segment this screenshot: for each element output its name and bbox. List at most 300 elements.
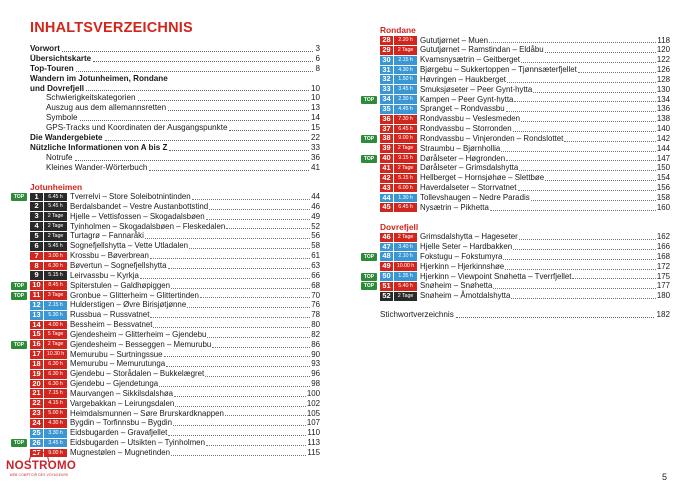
- toc-entry-page: 15: [310, 123, 320, 133]
- tour-entry[interactable]: [380, 262, 670, 272]
- tour-page-number: 144: [656, 143, 670, 153]
- tour-number-badge: 40: [380, 154, 393, 163]
- tour-entry[interactable]: [363, 94, 670, 105]
- tour-duration-badge: 9.00 h: [394, 134, 417, 143]
- tour-name: Hjerkinn – Hjerkinnshøe: [420, 261, 505, 271]
- tour-duration-badge: 4.30 h: [44, 419, 67, 428]
- tour-entry[interactable]: [30, 350, 320, 360]
- tour-number-badge: 30: [380, 56, 393, 65]
- tour-number-badge: 15: [30, 330, 43, 339]
- tour-entry[interactable]: [30, 261, 320, 271]
- tour-number-badge: 26: [30, 439, 43, 448]
- tour-page-number: 46: [311, 201, 320, 211]
- dot-leader: [501, 147, 656, 152]
- dot-leader: [521, 117, 656, 122]
- tour-entry[interactable]: [30, 231, 320, 241]
- dot-leader: [173, 421, 306, 426]
- page-title: INHALTSVERZEICHNIS: [30, 20, 193, 36]
- tour-duration-badge: 3.45 h: [44, 439, 67, 448]
- toc-entry-label: Symbole: [46, 113, 78, 123]
- top-tour-badge: TOP: [361, 135, 377, 143]
- tour-name: Bygdin – Torfinnsbu – Bygdin: [70, 418, 173, 428]
- dot-leader: [545, 176, 656, 181]
- tour-page-number: 100: [306, 388, 320, 398]
- toc-entry[interactable]: [30, 113, 320, 123]
- toc-entry-page: 8: [315, 63, 320, 73]
- tour-number-badge: 52: [380, 292, 393, 301]
- dot-leader: [205, 372, 310, 377]
- toc-entry-page: 36: [310, 152, 320, 162]
- toc-entry[interactable]: [30, 143, 320, 153]
- tour-page-number: 110: [307, 428, 320, 438]
- tour-number-badge: 35: [380, 105, 393, 114]
- tour-name: Gjendesheim – Besseggen – Memurubu: [70, 339, 212, 349]
- tour-entry[interactable]: [30, 320, 320, 330]
- top-tour-badge: TOP: [361, 282, 377, 290]
- tour-page-number: 82: [311, 329, 320, 339]
- tour-duration-badge: 8.45 h: [44, 281, 67, 290]
- dot-leader: [545, 48, 656, 53]
- tour-entry[interactable]: [380, 163, 670, 173]
- tour-name: Mugnestølen – Mugnetinden: [70, 448, 171, 458]
- tour-duration-badge: 2 Tage: [44, 212, 67, 221]
- dot-leader: [206, 441, 306, 446]
- dot-leader: [62, 46, 314, 52]
- tour-entry[interactable]: [363, 133, 670, 144]
- tour-number-badge: 22: [30, 399, 43, 408]
- toc-entry-label: und Dovrefjell: [30, 83, 84, 93]
- dot-leader: [159, 382, 310, 387]
- dot-leader: [229, 125, 309, 131]
- tour-duration-badge: 2 Tage: [44, 222, 67, 231]
- tour-page-number: 66: [311, 270, 320, 280]
- toc-entry-label: Top-Touren: [30, 63, 74, 73]
- tour-entry[interactable]: [380, 36, 670, 46]
- tour-page-number: 126: [656, 65, 670, 75]
- tour-duration-badge: 4.45 h: [394, 105, 417, 114]
- tour-number-badge: 16: [30, 340, 43, 349]
- dot-leader: [490, 206, 656, 211]
- index-entry[interactable]: [380, 310, 670, 320]
- tour-page-number: 86: [311, 339, 320, 349]
- tour-name: Memurubu – Surtningssue: [70, 349, 163, 359]
- top-tour-badge: TOP: [11, 439, 27, 447]
- toc-entry[interactable]: [30, 163, 320, 173]
- tour-name: Fokstugu – Fokstumyra: [420, 251, 503, 261]
- dot-leader: [209, 205, 310, 210]
- tour-name: Rondvassbu – Storronden: [420, 124, 512, 134]
- tour-entry[interactable]: [30, 300, 320, 310]
- tour-entry[interactable]: [380, 45, 670, 55]
- dot-leader: [456, 312, 655, 318]
- tour-duration-badge: 5.45 h: [44, 242, 67, 251]
- tour-page-number: 180: [656, 291, 670, 301]
- tour-name: Hjelle – Vettisfossen – Skogadalsbøen: [70, 211, 205, 221]
- dot-leader: [200, 293, 310, 298]
- toc-entry[interactable]: [30, 153, 320, 163]
- toc-entry-label: Auszug aus dem allemannsretten: [46, 103, 167, 113]
- tour-number-badge: 4: [30, 222, 43, 231]
- tour-entry[interactable]: [30, 330, 320, 340]
- tour-name: Nysætrin – Pikhetta: [420, 202, 489, 212]
- tour-page-number: 158: [656, 193, 670, 202]
- dot-leader: [76, 66, 314, 72]
- tour-entry[interactable]: [380, 85, 670, 95]
- dot-leader: [519, 166, 656, 171]
- dot-leader: [493, 284, 655, 289]
- tour-duration-badge: 6.30 h: [44, 380, 67, 389]
- dot-leader: [511, 294, 655, 299]
- tour-number-badge: 17: [30, 350, 43, 359]
- toc-entry[interactable]: [30, 84, 320, 94]
- dot-leader: [93, 56, 313, 62]
- dot-leader: [187, 303, 310, 308]
- tour-entry[interactable]: [380, 144, 670, 154]
- tour-entry[interactable]: [380, 193, 670, 203]
- tour-entry[interactable]: [30, 409, 320, 419]
- tour-entry[interactable]: [380, 203, 670, 213]
- spacer: [380, 213, 670, 222]
- region-heading: Jotunheimen: [30, 181, 83, 192]
- tour-number-badge: 19: [30, 370, 43, 379]
- tour-name: Straumbu – Bjørnhollia: [420, 143, 501, 153]
- tour-page-number: 107: [306, 418, 320, 428]
- toc-entry-label: GPS-Tracks und Koordinaten der Ausgangspunkte: [46, 123, 228, 133]
- tour-number-badge: 21: [30, 389, 43, 398]
- toc-entry[interactable]: [30, 64, 320, 74]
- dot-leader: [212, 343, 310, 348]
- tour-number-badge: 41: [380, 164, 393, 173]
- dot-leader: [149, 165, 309, 171]
- tour-name: Russbua – Russvatnet: [70, 310, 150, 320]
- dot-leader: [171, 284, 310, 289]
- tour-entry[interactable]: [30, 202, 320, 212]
- tour-number-badge: 49: [380, 262, 393, 271]
- tour-number-badge: 51: [380, 282, 393, 291]
- tour-name: Eidsbugarden – Gravafjellet: [70, 428, 168, 438]
- toc-entry[interactable]: [30, 54, 320, 64]
- index-entry-page: 182: [656, 310, 670, 320]
- dot-leader: [519, 235, 656, 240]
- toc-entry-page: 14: [310, 113, 320, 123]
- tour-page-number: 70: [311, 290, 320, 300]
- tour-duration-badge: 1.50 h: [394, 75, 417, 84]
- tour-name: Tverrelvi – Store Soleibotnintinden: [70, 192, 191, 202]
- tour-page-number: 52: [311, 221, 320, 231]
- tour-number-badge: 36: [380, 115, 393, 124]
- region-heading: Dovrefjell: [380, 221, 419, 232]
- tour-number-badge: 39: [380, 144, 393, 153]
- tour-name: Gututjørnet – Ramstindan – Eldåbu: [420, 45, 544, 55]
- tour-page-number: 140: [656, 124, 670, 134]
- tour-name: Bøvertun – Sognefjellshytta: [70, 260, 167, 270]
- toc-entry[interactable]: [30, 103, 320, 113]
- tour-duration-badge: 5.45 h: [44, 202, 67, 211]
- tour-page-number: 118: [657, 35, 670, 45]
- tour-number-badge: 11: [30, 291, 43, 300]
- tour-entry[interactable]: [380, 183, 670, 193]
- tour-page-number: 90: [311, 349, 320, 359]
- logo-wordmark: NOSTROMO: [6, 460, 77, 472]
- toc-entry-label: Nützliche Informationen von A bis Z: [30, 142, 168, 152]
- tour-page-number: 142: [656, 133, 670, 143]
- toc-entry-page: 13: [310, 103, 320, 113]
- dot-leader: [521, 58, 656, 63]
- spacer: [380, 301, 670, 310]
- tour-entry[interactable]: [13, 339, 320, 350]
- tour-entry[interactable]: [380, 65, 670, 75]
- right-column: [363, 25, 670, 320]
- tour-duration-badge: 4.30 h: [394, 66, 417, 75]
- tour-entry[interactable]: [30, 428, 320, 438]
- tour-entry[interactable]: [30, 251, 320, 261]
- toc-entry-label: Vorwort: [30, 44, 60, 53]
- dot-leader: [578, 68, 656, 73]
- dot-leader: [80, 115, 309, 121]
- top-tour-badge: TOP: [11, 341, 27, 349]
- tour-page-number: 98: [311, 379, 320, 389]
- tour-page-number: 113: [307, 438, 320, 448]
- tour-duration-badge: 6.00 h: [394, 184, 417, 193]
- dot-leader: [150, 254, 310, 259]
- tour-duration-badge: 7.30 h: [394, 115, 417, 124]
- tour-page-number: 68: [311, 280, 320, 290]
- tour-duration-badge: 2.20 h: [394, 36, 417, 45]
- tour-entry[interactable]: [30, 212, 320, 222]
- tour-number-badge: 9: [30, 271, 43, 280]
- tour-entry[interactable]: [380, 232, 670, 242]
- tour-page-number: 160: [656, 202, 670, 212]
- tour-name: Sognefjellshytta – Vette Utladalen: [70, 241, 189, 251]
- tour-duration-badge: 6.45 h: [394, 125, 417, 134]
- dot-leader: [140, 274, 310, 279]
- tour-entry[interactable]: [363, 271, 670, 282]
- tour-duration-badge: 2 Tage: [44, 340, 67, 349]
- dot-leader: [506, 156, 656, 161]
- tour-duration-badge: 3.00 h: [44, 252, 67, 261]
- tour-entry[interactable]: [13, 437, 320, 448]
- tour-entry[interactable]: [380, 173, 670, 183]
- tour-number-badge: 48: [380, 252, 393, 261]
- tour-number-badge: 6: [30, 242, 43, 251]
- dot-leader: [572, 274, 655, 279]
- tour-name: Turtagrø – Fannaråki: [70, 231, 144, 241]
- dot-leader: [168, 264, 311, 269]
- tour-duration-badge: 2.15 h: [44, 301, 67, 310]
- tour-name: Spranget – Rondvassbu: [420, 104, 505, 114]
- tour-duration-badge: 3 Tage: [44, 291, 67, 300]
- region-dovrefjell: [363, 221, 670, 301]
- tour-name: Gronbue – Glitterheim – Glittertinden: [70, 290, 199, 300]
- tour-name: Dørålseter – Grimsdalshytta: [420, 163, 519, 173]
- tour-entry[interactable]: [30, 399, 320, 409]
- logo-tagline: WEB COMPTOIR DES VOYAGEURS: [9, 473, 69, 477]
- tour-number-badge: 3: [30, 212, 43, 221]
- tour-entry[interactable]: [380, 75, 670, 85]
- tour-page-number: 175: [656, 271, 670, 281]
- tour-entry[interactable]: [30, 418, 320, 428]
- tour-name: Berdalsbandet – Vestre Austanbottstind: [70, 201, 209, 211]
- toc-entry-page: 41: [310, 162, 320, 172]
- tour-duration-badge: 2 Tage: [44, 232, 67, 241]
- tour-page-number: 78: [311, 310, 320, 320]
- tour-page-number: 147: [656, 153, 670, 163]
- tour-number-badge: 44: [380, 194, 393, 203]
- tour-number-badge: 37: [380, 125, 393, 134]
- tour-duration-badge: 1.35 h: [394, 272, 417, 281]
- toc-list: [30, 44, 320, 173]
- dot-leader: [226, 224, 310, 229]
- tour-page-number: 44: [311, 192, 320, 202]
- tour-page-number: 177: [656, 281, 670, 291]
- tour-name: Haverdalseter – Storrvatnet: [420, 183, 517, 193]
- tour-name: Gututjørnet – Muen: [420, 35, 488, 45]
- tour-entry[interactable]: [380, 104, 670, 114]
- tour-page-number: 120: [656, 45, 670, 55]
- tour-number-badge: 7: [30, 252, 43, 261]
- dot-leader: [171, 451, 306, 456]
- tour-entry[interactable]: [30, 369, 320, 379]
- tour-name: Tollevshaugen – Nedre Paradis: [420, 193, 530, 202]
- tour-number-badge: 10: [30, 281, 43, 290]
- tour-number-badge: 18: [30, 360, 43, 369]
- tour-entry[interactable]: [363, 153, 670, 164]
- tour-entry[interactable]: [30, 271, 320, 281]
- dot-leader: [207, 333, 310, 338]
- tour-page-number: 150: [656, 163, 670, 173]
- region-jotunheimen: [13, 181, 320, 458]
- tour-duration-badge: 5.15 h: [44, 271, 67, 280]
- top-tour-badge: TOP: [11, 292, 27, 300]
- tour-page-number: 61: [311, 251, 320, 261]
- tour-entry[interactable]: [380, 114, 670, 124]
- toc-entry-page: 10: [310, 93, 320, 103]
- dot-leader: [168, 105, 309, 111]
- tour-page-number: 134: [656, 94, 670, 104]
- tour-entry[interactable]: [30, 389, 320, 399]
- tour-entry[interactable]: [30, 222, 320, 232]
- tour-name: Spiterstulen – Galdhøpiggen: [70, 280, 171, 290]
- tour-duration-badge: 2 Tage: [394, 46, 417, 55]
- toc-entry[interactable]: [30, 123, 320, 133]
- tour-number-badge: 28: [380, 36, 393, 45]
- tour-entry[interactable]: [30, 379, 320, 389]
- dot-leader: [174, 392, 306, 397]
- toc-entry-label: Die Wandergebiete: [30, 133, 103, 143]
- tour-duration-badge: 9.15 h: [394, 154, 417, 163]
- toc-entry-page: 10: [310, 83, 320, 93]
- tour-duration-badge: 5.15 h: [394, 174, 417, 183]
- top-tour-badge: TOP: [361, 253, 377, 261]
- tour-page-number: 130: [656, 84, 670, 94]
- tour-name: Bessheim – Bessvatnet: [70, 320, 153, 330]
- tour-duration-badge: 1.30 h: [394, 194, 417, 203]
- tour-page-number: 138: [656, 114, 670, 124]
- tour-page-number: 166: [656, 242, 670, 252]
- toc-entry-label: Schwierigkeitskategorien: [46, 93, 136, 103]
- tour-entry[interactable]: [30, 359, 320, 369]
- tour-name: Leirvassbu – Kyrkja: [70, 270, 139, 280]
- tour-name: Bjørgebu – Sukkertoppen – Tjønnsæterfjellet: [420, 65, 577, 75]
- dot-leader: [189, 244, 310, 249]
- toc-entry[interactable]: [30, 93, 320, 103]
- tour-name: Heimdalsmunnen – Søre Brurskardknappen: [70, 408, 224, 418]
- tour-number-badge: 2: [30, 202, 43, 211]
- tour-duration-badge: 5.40 h: [394, 282, 417, 291]
- tour-duration-badge: 10.00 h: [394, 262, 417, 271]
- tour-duration-badge: 2 Tage: [394, 292, 417, 301]
- dot-leader: [225, 411, 306, 416]
- tour-number-badge: 12: [30, 301, 43, 310]
- tour-entry[interactable]: [30, 448, 320, 458]
- tour-entry[interactable]: [363, 251, 670, 262]
- tour-duration-badge: 2 Tage: [394, 233, 417, 242]
- tour-entry[interactable]: [380, 291, 670, 301]
- toc-entry-page: 22: [310, 133, 320, 143]
- tour-duration-badge: 2 Tage: [394, 164, 417, 173]
- tour-number-badge: 47: [380, 243, 393, 252]
- tour-entry[interactable]: [380, 242, 670, 252]
- dot-leader: [489, 38, 656, 43]
- dot-leader: [75, 155, 309, 161]
- tour-duration-badge: 4.15 h: [44, 399, 67, 408]
- tour-page-number: 168: [656, 251, 670, 261]
- tour-name: Rondvassbu – Veslesmeden: [420, 114, 521, 124]
- tour-duration-badge: 9.00 h: [44, 449, 67, 458]
- top-tour-badge: TOP: [361, 273, 377, 281]
- dot-leader: [169, 145, 309, 151]
- tour-number-badge: 33: [380, 85, 393, 94]
- tour-name: Vargebakkan – Leirungsdalen: [70, 398, 175, 408]
- tour-duration-badge: 6.30 h: [44, 360, 67, 369]
- tour-page-number: 102: [306, 398, 320, 408]
- tour-name: Kvamsnysætrin – Geitberget: [420, 55, 520, 65]
- toc-entry-label: Übersichtskarte: [30, 53, 92, 63]
- tour-duration-badge: 3.40 h: [394, 243, 417, 252]
- tour-entry[interactable]: [363, 280, 670, 291]
- tour-number-badge: 5: [30, 232, 43, 241]
- tour-duration-badge: 7.15 h: [44, 389, 67, 398]
- dot-leader: [507, 78, 656, 83]
- toc-entry[interactable]: [30, 133, 320, 143]
- dot-leader: [145, 234, 310, 239]
- tour-entry[interactable]: [13, 290, 320, 301]
- tour-number-badge: 43: [380, 184, 393, 193]
- tour-page-number: 162: [656, 232, 670, 242]
- tour-entry[interactable]: [13, 191, 320, 202]
- tour-entry[interactable]: [380, 55, 670, 65]
- toc-entry-label: Notrufe: [46, 152, 73, 162]
- top-tour-badge: TOP: [361, 96, 377, 104]
- dot-leader: [86, 85, 309, 91]
- tour-duration-badge: 5.30 h: [44, 311, 67, 320]
- tour-entry[interactable]: [380, 124, 670, 134]
- tour-entry[interactable]: [30, 241, 320, 251]
- tour-duration-badge: 3.45 h: [394, 85, 417, 94]
- tour-number-badge: 27: [30, 449, 43, 458]
- tour-entry[interactable]: [30, 310, 320, 320]
- toc-entry-page: 3: [315, 44, 320, 53]
- toc-entry[interactable]: [30, 74, 320, 84]
- tour-number-badge: 38: [380, 134, 393, 143]
- page-number: 5: [662, 472, 668, 482]
- tour-name: Maurvangen – Sikkilsdalshøa: [70, 388, 174, 398]
- tour-number-badge: 13: [30, 311, 43, 320]
- tour-entry[interactable]: [13, 280, 320, 291]
- tour-number-badge: 31: [380, 66, 393, 75]
- toc-entry[interactable]: [30, 44, 320, 54]
- dot-leader: [153, 323, 310, 328]
